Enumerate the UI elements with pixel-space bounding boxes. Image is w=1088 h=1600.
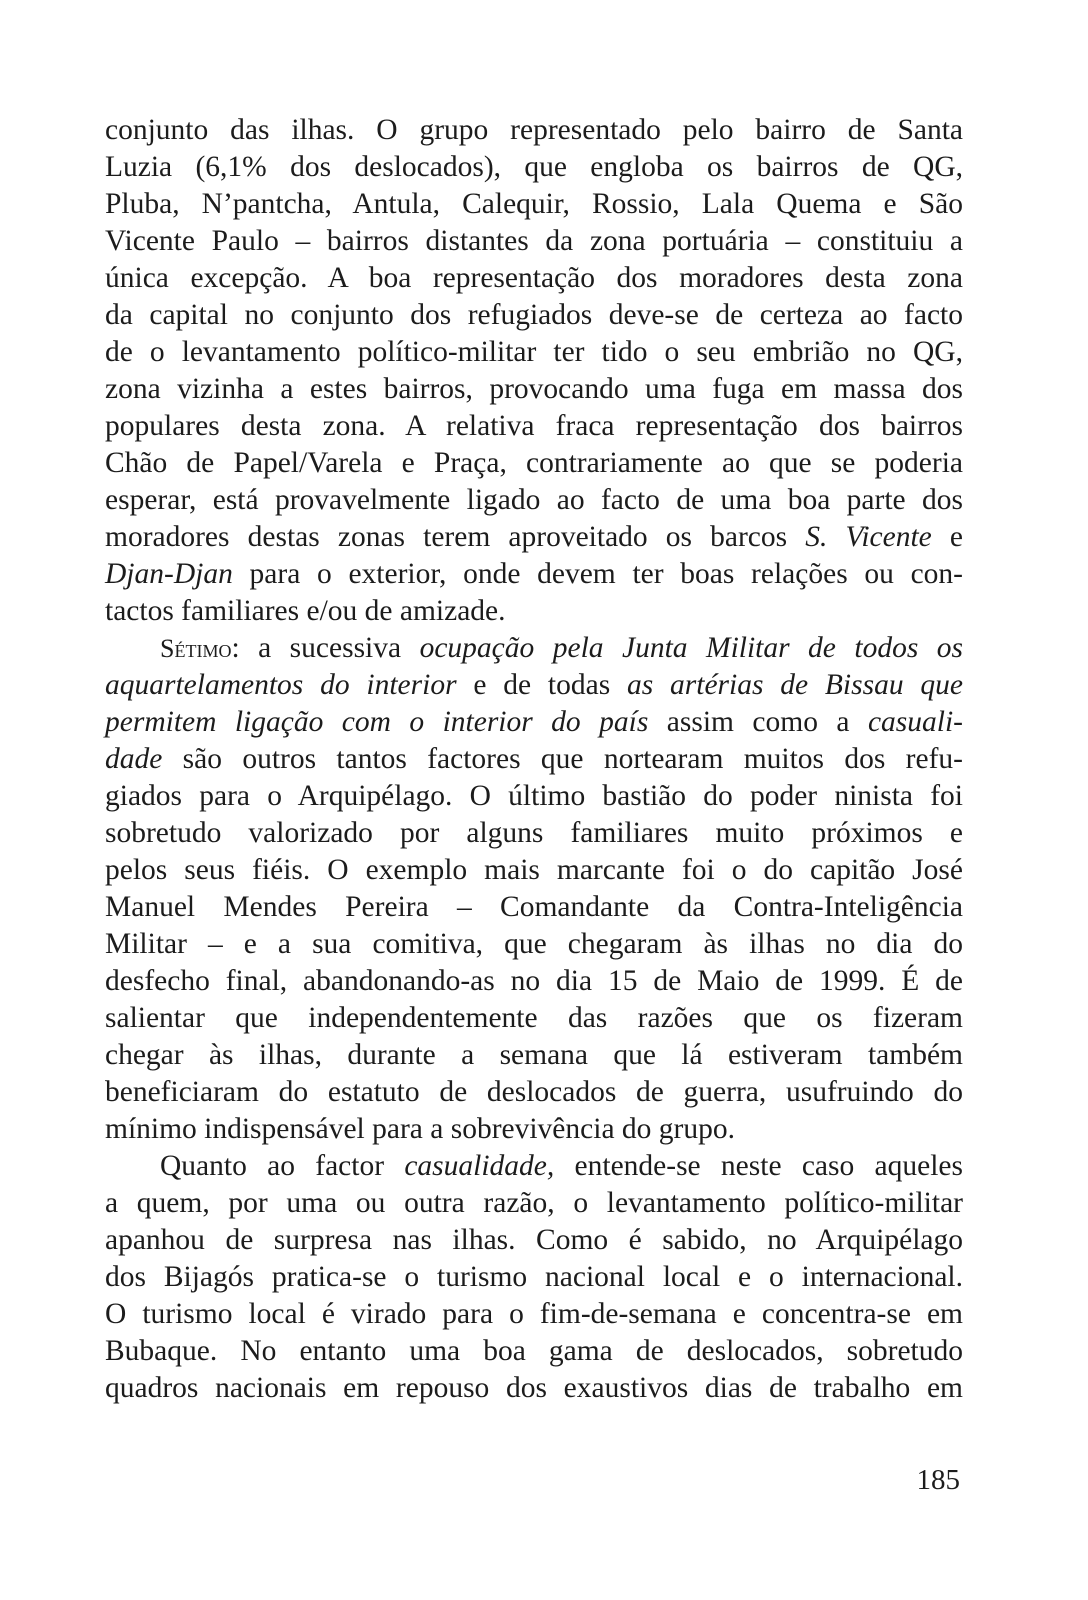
text-segment: Luzia (6,1% dos deslocados), que engloba os bairros de QG, [105,151,963,183]
text-line [105,889,963,926]
text-segment: de o levantamento político-militar ter tido o seu embrião no QG, [105,336,963,368]
text-segment: assim como a [648,706,868,738]
text-line [105,445,963,482]
italic-text: S. Vicente [805,521,932,553]
italic-text: aquartelamentos do interior [105,669,457,701]
text-segment: tactos familiares e/ou de amizade. [105,595,506,627]
text-line [105,1333,963,1370]
text-segment: conjunto das ilhas. O grupo representado pelo bairro de Santa [105,114,963,146]
text-line [105,704,963,741]
text-segment: desfecho final, abandonando-as no dia 15 de Maio de 1999. É de [105,965,963,997]
text-line [105,815,963,852]
text-line [105,630,963,667]
italic-text: casuali- [867,706,963,738]
italic-text: as artérias de Bissau que [626,669,963,701]
text-segment: Manuel Mendes Pereira – Comandante da Contra-Inteligência [105,891,963,923]
italic-text: dade [105,743,163,775]
text-segment: e [931,521,963,553]
text-line [105,593,963,630]
text-line [105,186,963,223]
text-line [105,482,963,519]
text-line [105,1074,963,1111]
text-segment: sobretudo valorizado por alguns familiares muito próximos e [105,817,963,849]
text-segment: : a sucessiva [231,632,420,664]
text-segment: mínimo indispensável para a sobrevivência do grupo. [105,1113,735,1145]
text-line [105,223,963,260]
text-line [105,1185,963,1222]
text-line [105,112,963,149]
text-segment: salientar que independentemente das razões que os fizeram [105,1002,963,1034]
text-segment: chegar às ilhas, durante a semana que lá estiveram também [105,1039,963,1071]
text-segment: Chão de Papel/Varela e Praça, contrariamente ao que se poderia [105,447,963,479]
text-segment: entende-se neste caso aqueles [554,1150,963,1182]
text-line [105,1222,963,1259]
text-line [105,1111,963,1148]
text-segment: moradores destas zonas terem aproveitado os barcos [105,521,806,553]
text-segment: são outros tantos factores que nortearam muitos dos refu- [162,743,963,775]
text-line [105,260,963,297]
text-line [105,1296,963,1333]
text-segment: e de todas [456,669,627,701]
text-line [105,1259,963,1296]
text-line [105,926,963,963]
text-segment: Militar – e a sua comitiva, que chegaram às ilhas no dia do [105,928,963,960]
text-segment: esperar, está provavelmente ligado ao facto de uma boa parte dos [105,484,963,516]
text-segment: Pluba, N’pantcha, Antula, Calequir, Rossio, Lala Quema e São [105,188,963,220]
text-segment: Quanto ao factor [160,1150,405,1182]
text-segment: O turismo local é virado para o fim-de-semana e concentra-se em [105,1298,963,1330]
text-line [105,778,963,815]
text-segment: pelos seus fiéis. O exemplo mais marcante foi o do capitão José [105,854,963,886]
text-segment: dos Bijagós pratica-se o turismo nacional local e o internacional. [105,1261,963,1293]
text-segment: para o exterior, onde devem ter boas relações ou con- [232,558,963,590]
text-line [105,1148,963,1185]
text-segment: única excepção. A boa representação dos moradores desta zona [105,262,963,294]
text-line [105,408,963,445]
text-line [105,149,963,186]
text-segment: da capital no conjunto dos refugiados deve-se de certeza ao facto [105,299,963,331]
text-line [105,519,963,556]
italic-text: ocupação pela Junta Militar de todos os [419,632,963,664]
italic-text: permitem ligação com o interior do país [105,706,649,738]
text-segment: beneficiaram do estatuto de deslocados de guerra, usufruindo do [105,1076,963,1108]
text-line [105,371,963,408]
text-line [105,1000,963,1037]
text-segment: giados para o Arquipélago. O último bastião do poder ninista foi [105,780,963,812]
text-segment: populares desta zona. A relativa fraca representação dos bairros [105,410,963,442]
text-segment: quadros nacionais em repouso dos exaustivos dias de trabalho em [105,1372,963,1404]
page-number: 185 [916,1464,960,1496]
page-text [105,112,963,1407]
text-segment: Bubaque. No entanto uma boa gama de deslocados, sobretudo [105,1335,963,1367]
text-line [105,1370,963,1407]
text-line [105,1037,963,1074]
text-segment: zona vizinha a estes bairros, provocando uma fuga em massa dos [105,373,963,405]
italic-text: casualidade, [404,1150,555,1182]
text-segment: Vicente Paulo – bairros distantes da zona portuária – constituiu a [105,225,963,257]
text-line [105,334,963,371]
text-line [105,297,963,334]
text-segment: a quem, por uma ou outra razão, o levantamento político-militar [105,1187,963,1219]
text-line [105,963,963,1000]
italic-text: Djan-Djan [105,558,233,590]
text-line [105,556,963,593]
text-segment: apanhou de surpresa nas ilhas. Como é sabido, no Arquipélago [105,1224,963,1256]
small-caps-text: Sétimo [160,634,232,663]
text-line [105,741,963,778]
text-line [105,852,963,889]
text-line [105,667,963,704]
